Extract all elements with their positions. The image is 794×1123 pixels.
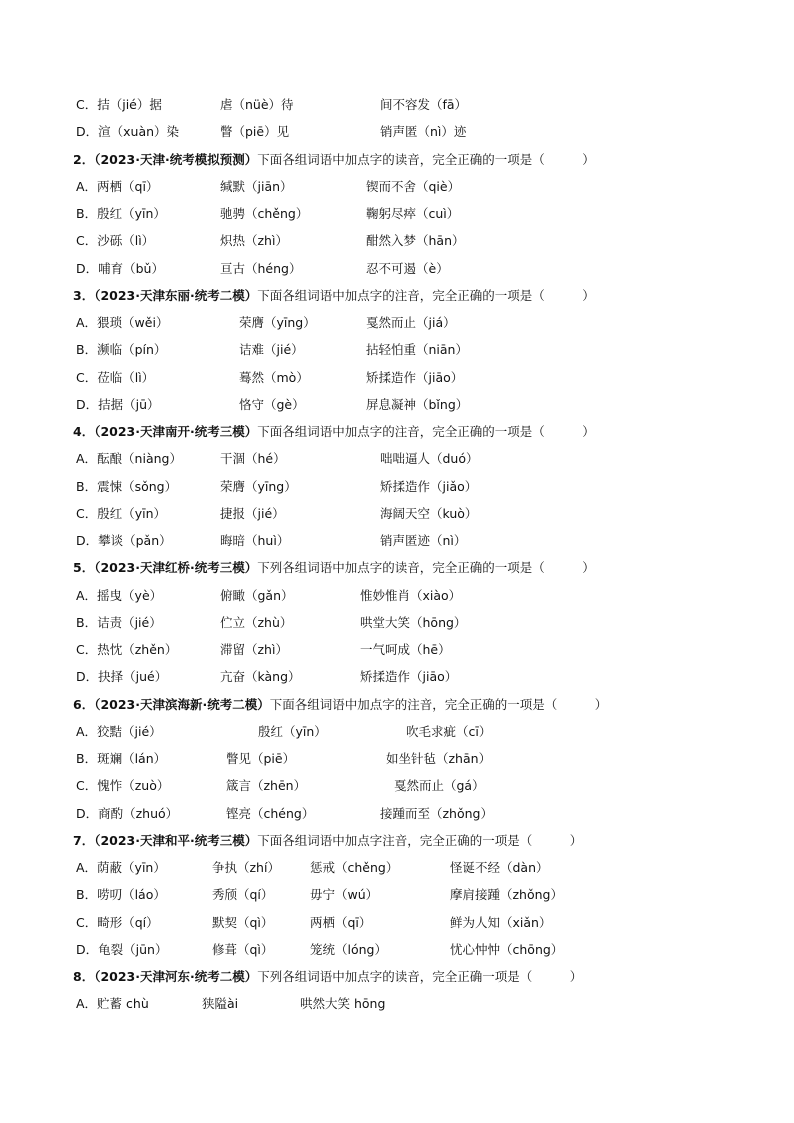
- option-item-first: D．哺育（bǔ）: [76, 261, 164, 276]
- option-item: 吹毛求疵（cī）: [406, 724, 492, 739]
- option-row: [76, 718, 754, 745]
- question-source: 6．（2023·天津滨海新·统考二模）: [73, 697, 270, 712]
- option-item: 虐（nüè）待: [220, 97, 294, 112]
- option-item: 摩肩接踵（zhǒng）: [450, 887, 563, 902]
- option-item-first: B．殷红（yīn）: [76, 206, 166, 221]
- option-item: 戛然而止（jiá）: [366, 315, 456, 330]
- question-heading: [73, 691, 754, 718]
- option-item-first: A．荫蔽（yīn）: [76, 860, 166, 875]
- option-item: 两栖（qī）: [310, 915, 372, 930]
- option-item: 戛然而止（gá）: [394, 778, 485, 793]
- option-item-first: C．愧怍（zuò）: [76, 778, 170, 793]
- question-heading: [73, 282, 754, 309]
- option-item: 秀颀（qí）: [212, 887, 274, 902]
- question-text: 下列各组词语中加点字的读音，完全正确一项是（ ）: [257, 969, 583, 984]
- option-item-first: B．斑斓（lán）: [76, 751, 167, 766]
- option-row: [76, 663, 754, 690]
- option-item: 矫揉造作（jiāo）: [366, 370, 464, 385]
- option-row: [76, 200, 754, 227]
- option-row: [76, 990, 754, 1017]
- option-row: [76, 881, 754, 908]
- option-item: 亢奋（kàng）: [220, 669, 301, 684]
- option-item: 默契（qì）: [212, 915, 274, 930]
- option-item: 缄默（jiān）: [220, 179, 293, 194]
- option-item-first: D．龟裂（jūn）: [76, 942, 168, 957]
- option-item: 惩戒（chěng）: [310, 860, 399, 875]
- option-item-first: A．狡黠（jié）: [76, 724, 162, 739]
- option-item: 鞠躬尽瘁（cuì）: [366, 206, 460, 221]
- option-row: [76, 500, 754, 527]
- option-item: 箴言（zhēn）: [226, 778, 307, 793]
- question-text: 下面各组词语中加点字注音，完全正确的一项是（ ）: [257, 833, 583, 848]
- option-item: 锲而不舍（qiè）: [366, 179, 461, 194]
- option-item: 矫揉造作（jiǎo）: [380, 479, 478, 494]
- option-item: 接踵而至（zhǒng）: [380, 806, 493, 821]
- option-item-first: C．拮（jié）据: [76, 97, 162, 112]
- option-item: 哄堂大笑（hōng）: [360, 615, 467, 630]
- option-row: [76, 854, 754, 881]
- option-item: 海阔天空（kuò）: [380, 506, 478, 521]
- option-item-first: A．贮蓄 chù: [76, 996, 149, 1011]
- option-row: [76, 473, 754, 500]
- option-item-first: D．渲（xuàn）染: [76, 124, 180, 139]
- option-item: 荣膺（yīng）: [220, 479, 297, 494]
- option-item: 铿亮（chéng）: [226, 806, 315, 821]
- question-heading: [73, 418, 754, 445]
- option-item: 笼统（lóng）: [310, 942, 387, 957]
- option-item: 殷红（yīn）: [258, 724, 327, 739]
- option-item: 销声匿迹（nì）: [380, 533, 467, 548]
- question-heading: [73, 963, 754, 990]
- option-item-first: A．摇曳（yè）: [76, 588, 163, 603]
- option-item-first: A．两栖（qī）: [76, 179, 159, 194]
- option-item-first: A．猥琐（wěi）: [76, 315, 169, 330]
- option-item: 鲜为人知（xiǎn）: [450, 915, 552, 930]
- option-item-first: A．酝酿（niàng）: [76, 451, 182, 466]
- option-item-first: B．诘责（jié）: [76, 615, 162, 630]
- option-item-first: D．抉择（jué）: [76, 669, 168, 684]
- option-item: 矫揉造作（jiāo）: [360, 669, 458, 684]
- question-heading: [73, 146, 754, 173]
- option-item: 狭隘ài: [202, 996, 239, 1011]
- option-row: [76, 391, 754, 418]
- option-item: 如坐针毡（zhān）: [386, 751, 492, 766]
- option-item: 蓦然（mò）: [239, 370, 309, 385]
- option-item-first: C．沙砾（lì）: [76, 233, 155, 248]
- question-text: 下面各组词语中加点字的注音，完全正确的一项是（ ）: [257, 424, 595, 439]
- question-text: 下面各组词语中加点字的注音，完全正确的一项是（ ）: [257, 288, 595, 303]
- option-item: 恪守（gè）: [239, 397, 305, 412]
- option-item: 咄咄逼人（duó）: [380, 451, 479, 466]
- option-item-first: C．莅临（lì）: [76, 370, 155, 385]
- question-source: 7．（2023·天津和平·统考三模）: [73, 833, 258, 848]
- option-item: 拈轻怕重（niān）: [366, 342, 468, 357]
- option-row: [76, 936, 754, 963]
- option-item: 荣膺（yīng）: [239, 315, 316, 330]
- option-row: [76, 745, 754, 772]
- option-item: 瞥（piē）见: [220, 124, 290, 139]
- option-row: [76, 582, 754, 609]
- option-item: 酣然入梦（hān）: [366, 233, 465, 248]
- option-item: 惟妙惟肖（xiào）: [360, 588, 462, 603]
- option-row: [76, 636, 754, 663]
- question-source: 3．（2023·天津东丽·统考二模）: [73, 288, 258, 303]
- option-row: [76, 118, 754, 145]
- option-row: [76, 527, 754, 554]
- option-item: 诘难（jié）: [239, 342, 304, 357]
- option-item: 间不容发（fā）: [380, 97, 468, 112]
- question-text: 下面各组词语中加点字的注音，完全正确的一项是（ ）: [269, 697, 608, 712]
- option-item: 滞留（zhì）: [220, 642, 288, 657]
- option-row: [76, 309, 754, 336]
- question-source: 4．（2023·天津南开·统考三模）: [73, 424, 258, 439]
- option-item: 忍不可遏（è）: [366, 261, 449, 276]
- option-item: 瞥见（piē）: [226, 751, 296, 766]
- option-item: 一气呵成（hē）: [360, 642, 451, 657]
- option-item-first: D．拮据（jū）: [76, 397, 160, 412]
- option-item: 伫立（zhù）: [220, 615, 293, 630]
- option-item-first: D．攀谈（pǎn）: [76, 533, 172, 548]
- option-item: 销声匿（nì）迹: [380, 124, 467, 139]
- option-row: [76, 255, 754, 282]
- option-item: 屏息凝神（bǐng）: [366, 397, 469, 412]
- question-source: 8．（2023·天津河东·统考二模）: [73, 969, 258, 984]
- option-row: [76, 772, 754, 799]
- option-item: 驰骋（chěng）: [220, 206, 309, 221]
- option-item: 怪诞不经（dàn）: [450, 860, 549, 875]
- option-item-first: B．唠叨（láo）: [76, 887, 166, 902]
- option-item: 争执（zhí）: [212, 860, 280, 875]
- option-item-first: B．濒临（pín）: [76, 342, 167, 357]
- option-row: [76, 336, 754, 363]
- option-item: 俯瞰（gǎn）: [220, 588, 294, 603]
- question-text: 下面各组词语中加点字的读音，完全正确的一项是（ ）: [257, 152, 595, 167]
- option-item: 修葺（qì）: [212, 942, 274, 957]
- option-item-first: C．畸形（qí）: [76, 915, 159, 930]
- option-item: 哄然大笑 hōng: [300, 996, 386, 1011]
- option-row: [76, 364, 754, 391]
- option-item: 亘古（héng）: [220, 261, 302, 276]
- option-item: 炽热（zhì）: [220, 233, 288, 248]
- question-heading: [73, 554, 754, 581]
- option-row: [76, 800, 754, 827]
- option-row: [76, 91, 754, 118]
- question-heading: [73, 827, 754, 854]
- option-item: 晦暗（huì）: [220, 533, 290, 548]
- option-item: 忧心忡忡（chōng）: [450, 942, 564, 957]
- option-item-first: B．震悚（sǒng）: [76, 479, 178, 494]
- option-row: [76, 227, 754, 254]
- option-item: 干涸（hé）: [220, 451, 286, 466]
- option-item: 毋宁（wú）: [310, 887, 379, 902]
- option-item: 捷报（jié）: [220, 506, 285, 521]
- question-source: 5．（2023·天津红桥·统考三模）: [73, 560, 258, 575]
- option-row: [76, 909, 754, 936]
- question-source: 2．（2023·天津·统考模拟预测）: [73, 152, 258, 167]
- option-row: [76, 609, 754, 636]
- question-text: 下列各组词语中加点字的读音，完全正确的一项是（ ）: [257, 560, 595, 575]
- option-item-first: C．热忱（zhěn）: [76, 642, 178, 657]
- option-row: [76, 173, 754, 200]
- option-item-first: C．殷红（yīn）: [76, 506, 167, 521]
- option-row: [76, 445, 754, 472]
- option-item-first: D．商酌（zhuó）: [76, 806, 179, 821]
